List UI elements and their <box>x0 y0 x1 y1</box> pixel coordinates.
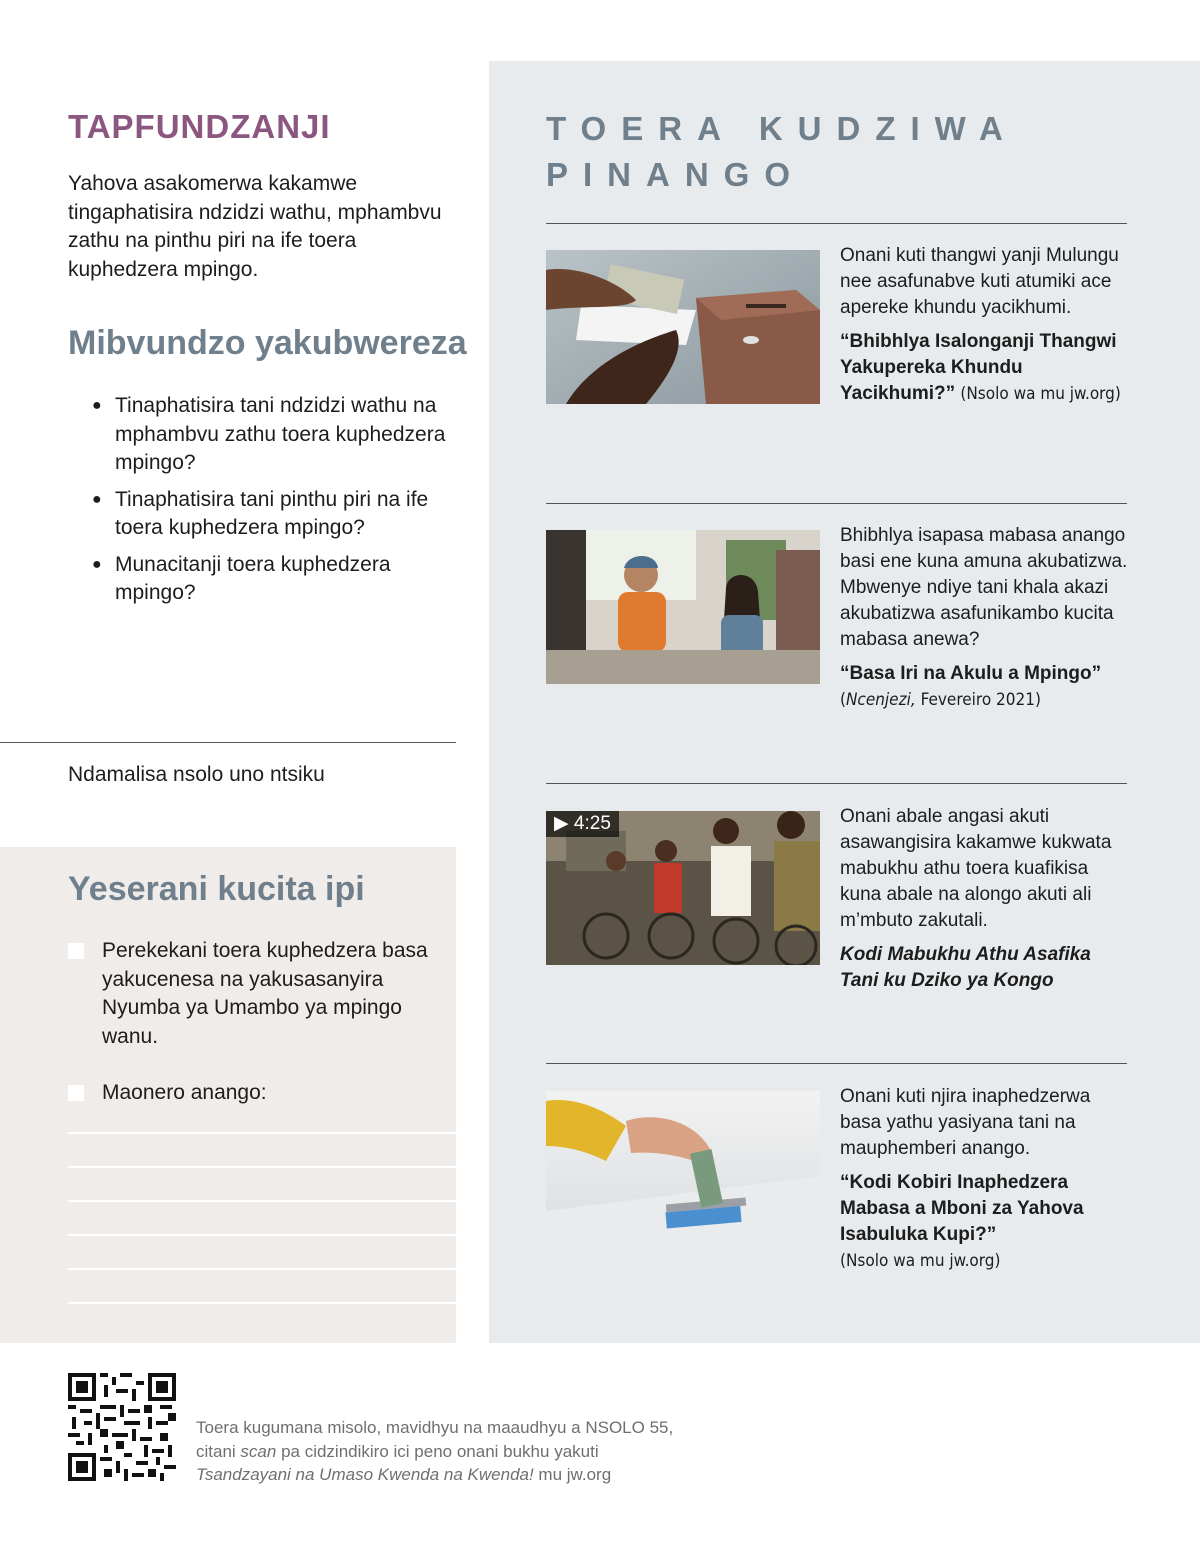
writing-line[interactable] <box>68 1234 456 1236</box>
checkbox[interactable] <box>68 1085 84 1101</box>
video-duration-badge: ▶ 4:25 <box>546 811 619 837</box>
try-heading: Yeserani kucita ipi <box>68 870 365 908</box>
play-icon: ▶ <box>554 813 569 834</box>
resource-description: Onani abale angasi akuti asawangisira kakamwe kukwata mabukhu athu toera kuafikisa kuna abale na alongo akuti ali m’mbuto zakutali. <box>840 806 1112 931</box>
resource-source: (Nsolo wa mu jw.org) <box>840 1251 1001 1271</box>
video-thumbnail[interactable] <box>546 811 820 965</box>
checkbox[interactable] <box>68 943 84 959</box>
donation-box-image <box>546 250 820 404</box>
divider <box>0 742 456 743</box>
resource-description: Bhibhlya isapasa mabasa anango basi ene kuna amuna akubatizwa. Mbwenye ndiye tani khala akazi akubatizwa asafunikambo kucita mabasa anewa? <box>840 525 1128 650</box>
lesson-intro: Yahova asakomerwa kakamwe tingaphatisira ndzidzi wathu, mphambvu zathu na pinthu piri na ife toera kuphedzera mpingo. <box>68 172 442 281</box>
learn-more-heading: TOERA KUDZIWA PINANGO <box>546 110 1017 193</box>
review-questions <box>92 392 452 616</box>
resource-description: Onani kuti njira inaphedzerwa basa yathu yasiyana tani na mauphemberi anango. <box>840 1086 1091 1159</box>
footer-note: Toera kugumana misolo, mavidhyu na maaudhyu a NSOLO 55, citani scan pa cidzindikiro ici peno onani bukhu yakuti Tsandzayani na Umaso Kwenda na Kwenda! mu jw.org <box>196 1418 674 1484</box>
checklist-item: Perekekani toera kuphedzera basa yakucenesa na yakusasanyira Nyumba ya Umambo ya mpingo wanu. <box>68 937 448 1051</box>
resource-source: (Ncenjezi, Fevereiro 2021) <box>840 690 1041 710</box>
resource-title-text[interactable]: “Bhibhlya Isalonganji Thangwi Yakupereka Khundu Yacikhumi?” <box>840 331 1117 404</box>
bullet-icon: ● <box>92 490 102 508</box>
writing-line[interactable] <box>68 1268 456 1270</box>
resource-description: Onani kuti thangwi yanji Mulungu nee asafunabve kuti atumiki ace apereke khundu yacikhumi. <box>840 245 1119 318</box>
resource-title-text[interactable]: Kodi Mabukhu Athu Asafika Tani ku Dziko ya Kongo <box>840 944 1091 991</box>
list-item: ● Munacitanji toera kuphedzera mpingo? <box>92 552 391 604</box>
meeting-photo-image <box>546 530 820 684</box>
writing-line[interactable] <box>68 1302 456 1304</box>
resource-title <box>840 661 1130 713</box>
resource-title-text[interactable]: “Basa Iri na Akulu a Mpingo” <box>840 663 1102 684</box>
resource-source: (Nsolo wa mu jw.org) <box>960 384 1121 404</box>
divider <box>546 223 1127 224</box>
bullet-icon: ● <box>92 555 102 573</box>
book-title-link[interactable]: Tsandzayani na Umaso Kwenda na Kwenda! <box>196 1465 534 1484</box>
finished-date-label: Ndamalisa nsolo uno ntsiku <box>68 763 325 786</box>
writing-line[interactable] <box>68 1166 456 1168</box>
qr-code-icon[interactable] <box>68 1373 176 1481</box>
divider <box>546 1063 1127 1064</box>
list-item: ● Tinaphatisira tani ndzidzi wathu na mphambvu zathu toera kuphedzera mpingo? <box>92 394 446 474</box>
writing-line[interactable] <box>68 1132 456 1134</box>
lesson-heading: TAPFUNDZANJI <box>68 108 331 145</box>
resource-title-text[interactable]: “Kodi Kobiri Inaphedzera Mabasa a Mboni za Yahova Isabuluka Kupi?” <box>840 1172 1084 1245</box>
divider <box>546 503 1127 504</box>
bullet-icon: ● <box>92 397 102 414</box>
list-item: ● Tinaphatisira tani pinthu piri na ife toera kuphedzera mpingo? <box>92 487 429 539</box>
checklist-item: Maonero anango: <box>68 1079 448 1108</box>
resource-title <box>840 329 1130 407</box>
resource-title <box>840 1170 1130 1274</box>
donation-slot-image <box>546 1091 820 1245</box>
writing-line[interactable] <box>68 1200 456 1202</box>
divider <box>546 783 1127 784</box>
review-heading: Mibvundzo yakubwereza <box>68 324 467 362</box>
